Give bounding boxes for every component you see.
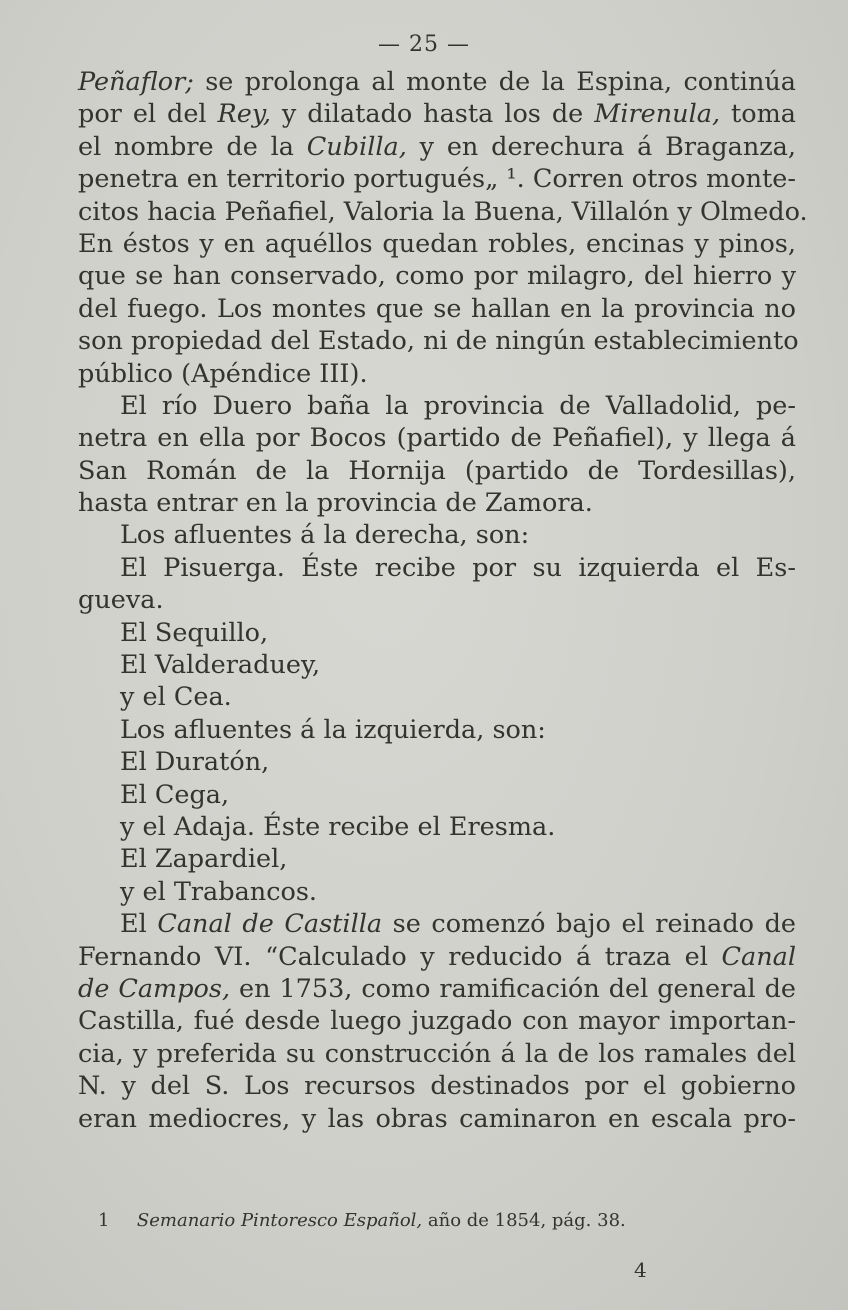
- italic-text: Peñaflor;: [78, 67, 194, 97]
- text-segment: El: [120, 909, 158, 940]
- text-line: [78, 293, 796, 325]
- text-segment: El Zapardiel,: [120, 844, 288, 875]
- text-line: [78, 196, 808, 228]
- text-segment: En éstos y en aquéllos quedan robles, encinas y pinos,: [78, 228, 796, 259]
- text-segment: se prolonga al monte de la Espina, continúa: [193, 67, 796, 97]
- text-segment: el nombre de la: [78, 131, 307, 162]
- text-line: [78, 746, 796, 778]
- text-line: [78, 358, 796, 390]
- text-line: [78, 228, 796, 260]
- text-segment: por el del: [78, 99, 218, 130]
- text-segment: y en derechura á Braganza,: [406, 131, 796, 162]
- text-segment: San Román de la Hornija (partido de Tordesillas),: [78, 455, 796, 486]
- text-segment: N. y del S. Los recursos destinados por el gobierno: [78, 1071, 796, 1102]
- page-number: — 25 —: [378, 32, 470, 57]
- text-segment: son propiedad del Estado, ni de ningún establecimiento: [78, 326, 799, 357]
- text-line: [78, 811, 796, 843]
- text-line: [78, 519, 796, 551]
- text-line: [78, 779, 796, 811]
- text-segment: Los afluentes á la derecha, son:: [120, 520, 530, 551]
- text-line: [78, 1103, 796, 1135]
- text-segment: eran mediocres, y las obras caminaron en escala pro-: [78, 1103, 796, 1134]
- text-segment: en 1753, como ramificación del general de: [230, 973, 796, 1004]
- text-segment: Castilla, fué desde luego juzgado con mayor importan-: [78, 1006, 796, 1037]
- text-segment: y dilatado hasta los de: [270, 99, 595, 130]
- text-segment: del fuego. Los montes que se hallan en la provincia no: [78, 293, 796, 324]
- text-line: [78, 908, 796, 940]
- text-line: [78, 390, 796, 422]
- text-line: [78, 455, 796, 487]
- text-line: [78, 487, 796, 519]
- text-segment: y el Cea.: [120, 682, 232, 713]
- text-segment: El Valderaduey,: [120, 650, 321, 681]
- text-line: [78, 422, 796, 454]
- text-segment: y el Adaja. Éste recibe el Eresma.: [120, 811, 556, 842]
- text-line: [78, 843, 796, 875]
- text-segment: público (Apéndice III).: [78, 358, 368, 389]
- text-line: [78, 325, 799, 357]
- text-segment: que se han conservado, como por milagro, del hierro y: [78, 261, 796, 292]
- text-segment: penetra en territorio portugués„ ¹. Corren otros monte-: [78, 164, 796, 195]
- footnote: [98, 1210, 626, 1231]
- footnote-number: 1: [98, 1210, 110, 1231]
- text-segment: El Cega,: [120, 779, 230, 810]
- italic-text: Cubilla,: [306, 131, 407, 162]
- text-line: [78, 584, 796, 616]
- text-line: [78, 681, 796, 713]
- text-line: [78, 1070, 796, 1102]
- text-segment: hasta entrar en la provincia de Zamora.: [78, 488, 593, 519]
- text-line: [78, 552, 796, 584]
- text-segment: y el Trabancos.: [120, 876, 318, 907]
- footnote-detail: año de 1854, pág. 38.: [422, 1210, 626, 1231]
- text-segment: citos hacia Peñafiel, Valoria la Buena, Villalón y Olmedo.: [78, 196, 808, 227]
- signature-mark: 4: [634, 1258, 647, 1282]
- text-segment: El Duratón,: [120, 747, 270, 778]
- text-line: [78, 876, 796, 908]
- text-segment: cia, y preferida su construcción á la de los ramales del: [78, 1038, 796, 1069]
- text-segment: netra en ella por Bocos (partido de Peñafiel), y llega á: [78, 423, 796, 454]
- text-segment: gueva.: [78, 585, 164, 616]
- text-line: [78, 163, 796, 195]
- text-line: [78, 617, 796, 649]
- text-segment: El Sequillo,: [120, 617, 269, 648]
- text-line: [78, 1005, 796, 1037]
- italic-text: Rey,: [217, 99, 271, 130]
- italic-text: Canal de Castilla: [157, 909, 383, 940]
- text-segment: toma: [720, 99, 796, 130]
- text-segment: Fernando VI. “Calculado y reducido á traza el: [78, 941, 722, 972]
- text-line: [78, 649, 796, 681]
- italic-text: Mirenula,: [594, 99, 721, 130]
- text-line: [78, 1038, 796, 1070]
- text-line: [78, 941, 796, 973]
- text-line: [78, 260, 796, 292]
- body-text: [78, 66, 808, 1135]
- footnote-title: Semanario Pintoresco Español,: [136, 1210, 423, 1231]
- text-segment: se comenzó bajo el reinado de: [382, 909, 796, 940]
- text-line: [78, 714, 796, 746]
- text-segment: El río Duero baña la provincia de Valladolid, pe-: [120, 390, 796, 421]
- text-line: [78, 66, 796, 98]
- text-segment: El Pisuerga. Éste recibe por su izquierda el Es-: [120, 552, 796, 583]
- italic-text: Canal: [721, 941, 796, 972]
- text-segment: Los afluentes á la izquierda, son:: [120, 714, 546, 745]
- text-line: [78, 98, 796, 130]
- italic-text: de Campos,: [78, 973, 231, 1004]
- text-line: [78, 973, 796, 1005]
- text-line: [78, 131, 796, 163]
